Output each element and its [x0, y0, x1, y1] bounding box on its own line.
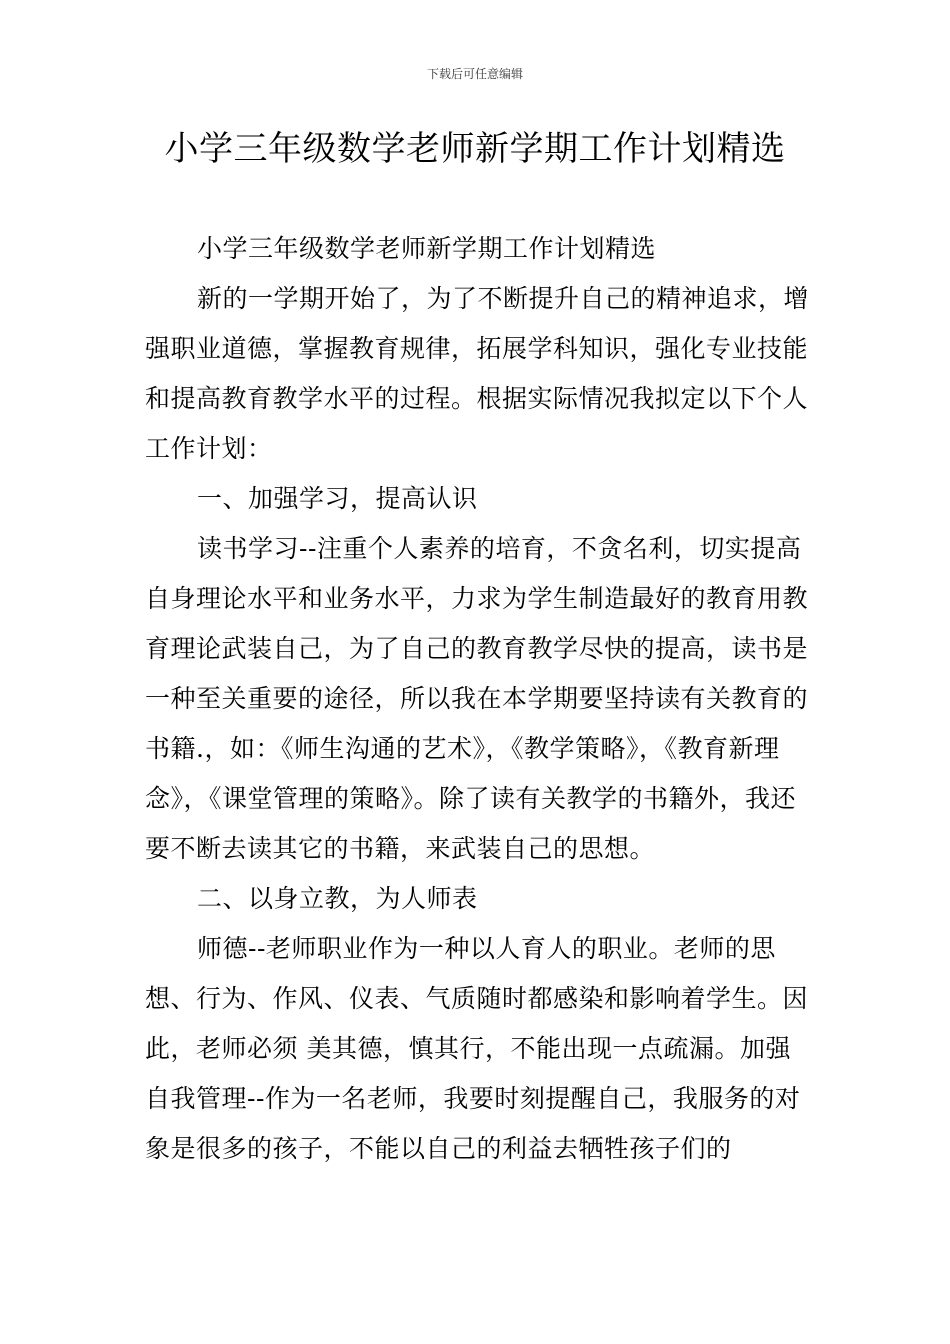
- paragraph-intro: 新的一学期开始了，为了不断提升自己的精神追求，增强职业道德，掌握教育规律，拓展学科知识，强化专业技能和提高教育教学水平的过程。根据实际情况我拟定以下个人工作计划：: [145, 284, 810, 463]
- paragraph-subtitle: 小学三年级数学老师新学期工作计划精选: [197, 234, 657, 263]
- section-heading-1: 一、加强学习，提高认识: [197, 484, 478, 513]
- paragraph-ethics: 师德--老师职业作为一种以人育人的职业。老师的思想、行为、作风、仪表、气质随时都感染和影响着学生。因此，老师必须 美其德，慎其行，不能出现一点疏漏。加强自我管理--作为一名老师，我要时刻提醒自己，我服务的对象是很多的孩子，不能以自己的利益去牺牲孩子们的: [145, 934, 809, 1163]
- document-title: 小学三年级数学老师新学期工作计划精选: [164, 129, 786, 169]
- document-body: [145, 224, 810, 1174]
- header-note: 下载后可任意编辑: [426, 67, 523, 81]
- paragraph-reading: 读书学习--注重个人素养的培育，不贪名利，切实提高自身理论水平和业务水平，力求为学生制造最好的教育用教育理论武装自己，为了自己的教育教学尽快的提高，读书是一种至关重要的途径，所以我在本学期要坚持读有关教育的书籍.，如：《师生沟通的艺术》，《教学策略》，《教育新理念》，《课堂管理的策略》。除了读有关教学的书籍外，我还要不断去读其它的书籍，来武装自己的思想。: [145, 534, 809, 863]
- section-heading-2: 二、以身立教，为人师表: [197, 884, 478, 913]
